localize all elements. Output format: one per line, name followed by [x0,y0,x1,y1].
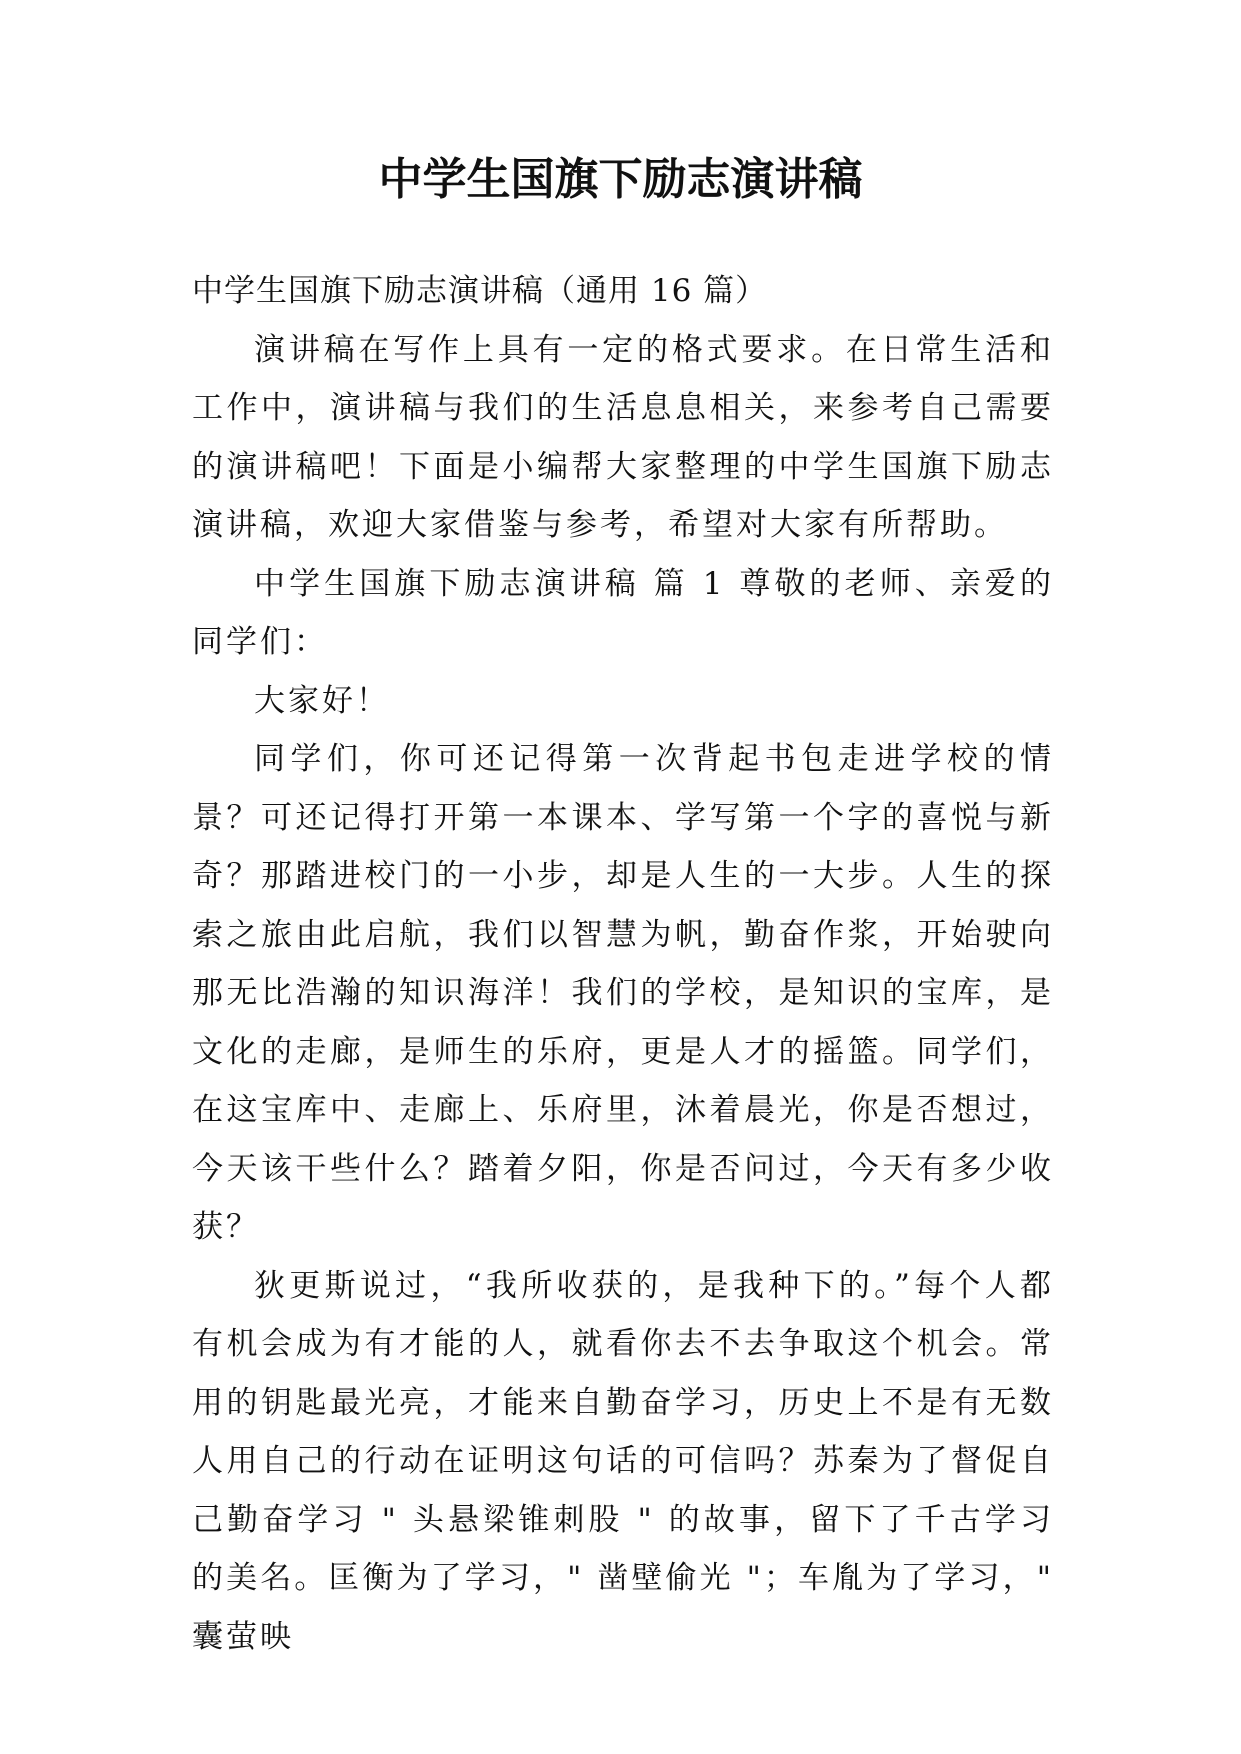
paragraph-body-1: 同学们，你可还记得第一次背起书包走进学校的情景？可还记得打开第一本课本、学写第一个字的喜悦与新奇？那踏进校门的一小步，却是人生的一大步。人生的探索之旅由此启航，我们以智慧为帆，勤奋作浆，开始驶向那无比浩瀚的知识海洋！我们的学校，是知识的宝库，是文化的走廊，是师生的乐府，更是人才的摇篮。同学们，在这宝库中、走廊上、乐府里，沐着晨光，你是否想过，今天该干些什么？踏着夕阳，你是否问过，今天有多少收获？ [192,741,1054,1245]
paragraph-salutation: 中学生国旗下励志演讲稿 篇 1 尊敬的老师、亲爱的同学们： [192,565,1054,660]
document-body [192,262,1054,1666]
paragraph-body-2: 狄更斯说过，“我所收获的，是我种下的。”每个人都有机会成为有才能的人，就看你去不去争取这个机会。常用的钥匙最光亮，才能来自勤奋学习，历史上不是有无数人用自己的行动在证明这句话的可信吗？苏秦为了督促自己勤奋学习 " 头悬梁锥刺股 " 的故事，留下了千古学习的美名。匡衡为了学习，" 凿壁偷光 "；车胤为了学习，" 囊萤映 [192,1267,1054,1655]
document-title: 中学生国旗下励志演讲稿 [378,154,863,205]
paragraph-intro: 演讲稿在写作上具有一定的格式要求。在日常生活和工作中，演讲稿与我们的生活息息相关，来参考自己需要的演讲稿吧！下面是小编帮大家整理的中学生国旗下励志演讲稿，欢迎大家借鉴与参考，希望对大家有所帮助。 [192,331,1054,543]
paragraph-greeting: 大家好！ [254,682,390,719]
document-subtitle: 中学生国旗下励志演讲稿（通用 16 篇） [192,273,768,309]
